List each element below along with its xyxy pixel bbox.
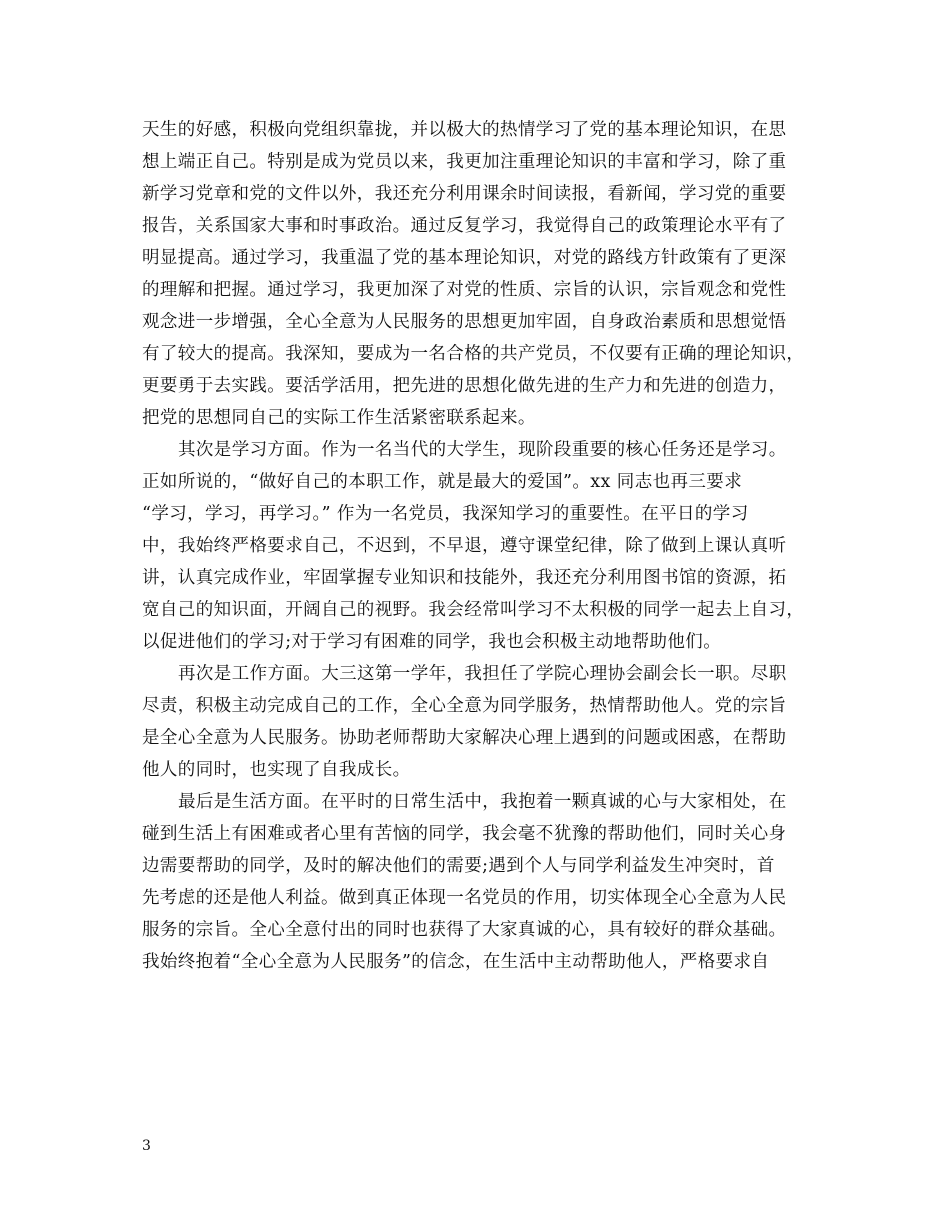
body-line: 碰到生活上有困难或者心里有苦恼的同学，我会毫不犹豫的帮助他们，同时关心身 bbox=[142, 824, 787, 844]
body-line: 天生的好感，积极向党组织靠拢，并以极大的热情学习了党的基本理论知识，在思 bbox=[142, 120, 787, 140]
paragraph-start-line: 其次是学习方面。作为一名当代的大学生，现阶段重要的核心任务还是学习。 bbox=[178, 440, 787, 460]
body-line: 讲，认真完成作业，牢固掌握专业知识和技能外，我还充分利用图书馆的资源，拓 bbox=[142, 568, 787, 588]
body-line: 想上端正自己。特别是成为党员以来，我更加注重理论知识的丰富和学习，除了重 bbox=[142, 152, 787, 172]
body-line: 报告，关系国家大事和时事政治。通过反复学习，我觉得自己的政策理论水平有了 bbox=[142, 216, 787, 236]
body-line: 新学习党章和党的文件以外，我还充分利用课余时间读报，看新闻，学习党的重要 bbox=[142, 184, 787, 204]
body-line: 我始终抱着“全心全意为人民服务”的信念，在生活中主动帮助他人，严格要求自 bbox=[142, 952, 770, 972]
body-line: 是全心全意为人民服务。协助老师帮助大家解决心理上遇到的问题或困惑，在帮助 bbox=[142, 728, 787, 748]
body-line: “学习，学习，再学习。” 作为一名党员，我深知学习的重要性。在平日的学习 bbox=[142, 504, 749, 524]
body-line: 正如所说的，“做好自己的本职工作，就是最大的爱国”。xx 同志也再三要求 bbox=[142, 472, 743, 492]
body-line: 观念进一步增强，全心全意为人民服务的思想更加牢固，自身政治素质和思想觉悟 bbox=[142, 312, 787, 332]
body-line: 尽责，积极主动完成自己的工作，全心全意为同学服务，热情帮助他人。党的宗旨 bbox=[142, 696, 787, 716]
body-line: 把党的思想同自己的实际工作生活紧密联系起来。 bbox=[142, 408, 536, 428]
body-line: 以促进他们的学习;对于学习有困难的同学，我也会积极主动地帮助他们。 bbox=[142, 632, 722, 652]
body-line: 更要勇于去实践。要活学活用，把先进的思想化做先进的生产力和先进的创造力， bbox=[142, 376, 787, 396]
body-line: 明显提高。通过学习，我重温了党的基本理论知识，对党的路线方针政策有了更深 bbox=[142, 248, 787, 268]
body-line: 宽自己的知识面，开阔自己的视野。我会经常叫学习不太积极的同学一起去上自习， bbox=[142, 600, 805, 620]
paragraph-start-line: 最后是生活方面。在平时的日常生活中，我抱着一颗真诚的心与大家相处，在 bbox=[178, 792, 787, 812]
body-line: 服务的宗旨。全心全意付出的同时也获得了大家真诚的心，具有较好的群众基础。 bbox=[142, 920, 787, 940]
body-line: 中，我始终严格要求自己，不迟到，不早退，遵守课堂纪律，除了做到上课认真听 bbox=[142, 536, 787, 556]
body-line: 先考虑的还是他人利益。做到真正体现一名党员的作用，切实体现全心全意为人民 bbox=[142, 888, 787, 908]
page-number: 3 bbox=[142, 1138, 151, 1154]
body-line: 他人的同时，也实现了自我成长。 bbox=[142, 760, 411, 780]
paragraph-start-line: 再次是工作方面。大三这第一学年，我担任了学院心理协会副会长一职。尽职 bbox=[178, 664, 787, 684]
body-line: 有了较大的提高。我深知，要成为一名合格的共产党员，不仅要有正确的理论知识， bbox=[142, 344, 805, 364]
body-line: 边需要帮助的同学，及时的解决他们的需要;遇到个人与同学利益发生冲突时，首 bbox=[142, 856, 775, 876]
body-line: 的理解和把握。通过学习，我更加深了对党的性质、宗旨的认识，宗旨观念和党性 bbox=[142, 280, 787, 300]
